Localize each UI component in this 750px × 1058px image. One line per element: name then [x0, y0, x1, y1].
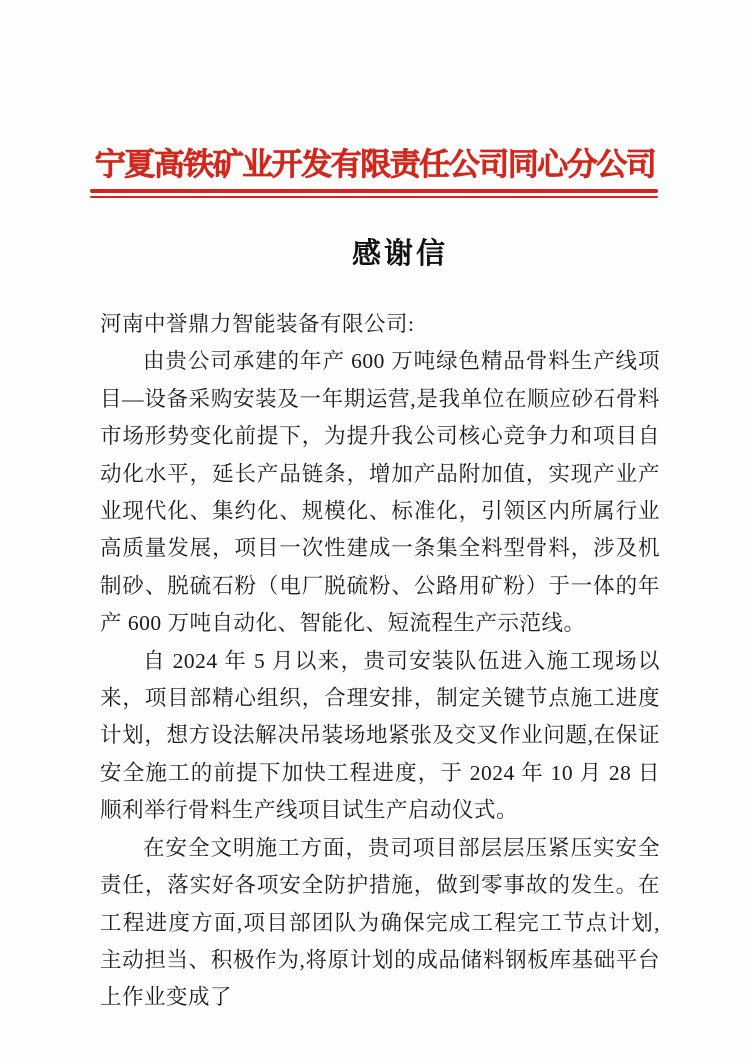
letter-title: 感谢信: [351, 238, 448, 270]
paragraph-2: 自 2024 年 5 月以来，贵司安装队伍进入施工现场以来，项目部精心组织，合理安排，制定关键节点施工进度计划，想方设法解决吊装场地紧张及交叉作业问题,在保证安全施工的前提下加快工程进度，于 2024 年 10 月 28 日顺利举行骨料生产线项目试生产启动仪式。: [100, 648, 660, 823]
letter-body: [100, 306, 660, 1017]
paragraph-1: 由贵公司承建的年产 600 万吨绿色精品骨料生产线项目—设备采购安装及一年期运营,是我单位在顺应砂石骨料市场形势变化前提下，为提升我公司核心竞争力和项目自动化水平，延长产品链条，增加产品附加值，实现产业产业现代化、集约化、规模化、标准化，引领区内所属行业高质量发展，项目一次性建成一条集全料型骨料，涉及机制砂、脱硫石粉（电厂脱硫粉、公路用矿粉）于一体的年产 600 万吨自动化、智能化、短流程生产示范线。: [100, 349, 660, 636]
letterhead-divider: [90, 189, 658, 198]
salutation: 河南中誉鼎力智能装备有限公司:: [100, 312, 415, 336]
letterhead-company-name: 宁夏高铁矿业开发有限责任公司同心分公司: [94, 147, 656, 182]
paragraph-3: 在安全文明施工方面，贵司项目部层层压紧压实安全责任，落实好各项安全防护措施，做到零事故的发生。在工程进度方面,项目部团队为确保完成工程完工节点计划,主动担当、积极作为,将原计划的成品储料钢板库基础平台上作业变成了: [100, 835, 660, 1010]
divider-thin-rule: [90, 196, 658, 198]
